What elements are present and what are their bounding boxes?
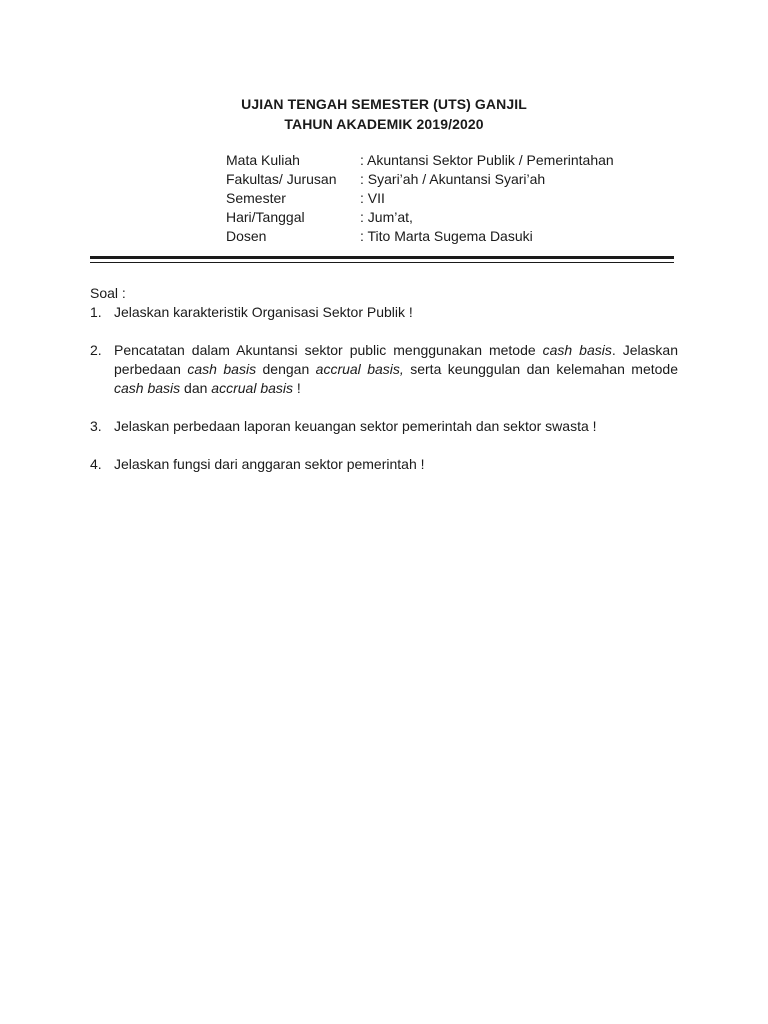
question-text: Jelaskan perbedaan laporan keuangan sektor pemerintah dan sektor swasta !: [114, 418, 597, 434]
question-number: 1.: [90, 304, 102, 320]
academic-year-title: TAHUN AKADEMIK 2019/2020: [284, 116, 484, 132]
semester-label: Semester: [226, 190, 286, 206]
header-divider-thick: [90, 256, 674, 259]
question-text: Jelaskan karakteristik Organisasi Sektor Publik !: [114, 304, 413, 320]
question-number: 2.: [90, 342, 102, 358]
question-item-1: [90, 303, 678, 322]
course-label: Mata Kuliah: [226, 152, 300, 168]
semester-value: : VII: [360, 190, 385, 206]
exam-title: UJIAN TENGAH SEMESTER (UTS) GANJIL: [241, 96, 527, 112]
semester-info-row: [226, 189, 614, 208]
question-list: [90, 303, 678, 474]
course-info-row: [226, 151, 614, 170]
date-label: Hari/Tanggal: [226, 209, 305, 225]
question-item-3: [90, 417, 678, 436]
question-number: 4.: [90, 456, 102, 472]
soal-label: Soal :: [90, 285, 126, 301]
header-divider-thin: [90, 262, 674, 263]
italic-term: cash basis: [187, 361, 257, 377]
italic-term: accrual basis: [211, 380, 293, 396]
lecturer-label: Dosen: [226, 228, 267, 244]
italic-term: cash basis: [114, 380, 181, 396]
question-item-4: [90, 455, 678, 474]
faculty-label: Fakultas/ Jurusan: [226, 171, 337, 187]
course-value: : Akuntansi Sektor Publik / Pemerintahan: [360, 152, 614, 168]
questions-section: [90, 284, 678, 474]
faculty-info-row: [226, 170, 614, 189]
question-number: 3.: [90, 418, 102, 434]
lecturer-value: : Tito Marta Sugema Dasuki: [360, 228, 533, 244]
course-info-block: [226, 151, 614, 246]
question-text: Pencatatan dalam Akuntansi sektor public menggunakan metode cash basis. Jelaskan perbedaan cash basis dengan accrual basis, serta keunggulan dan kelemahan metode cash basis dan accrual basis !: [114, 342, 679, 396]
date-value: : Jum’at,: [360, 209, 413, 225]
lecturer-info-row: [226, 227, 614, 246]
date-info-row: [226, 208, 614, 227]
question-text: Jelaskan fungsi dari anggaran sektor pemerintah !: [114, 456, 425, 472]
italic-term: cash basis: [542, 342, 612, 358]
question-item-2: [90, 341, 678, 398]
italic-term: accrual basis,: [315, 361, 404, 377]
faculty-value: : Syari’ah / Akuntansi Syari’ah: [360, 171, 546, 187]
